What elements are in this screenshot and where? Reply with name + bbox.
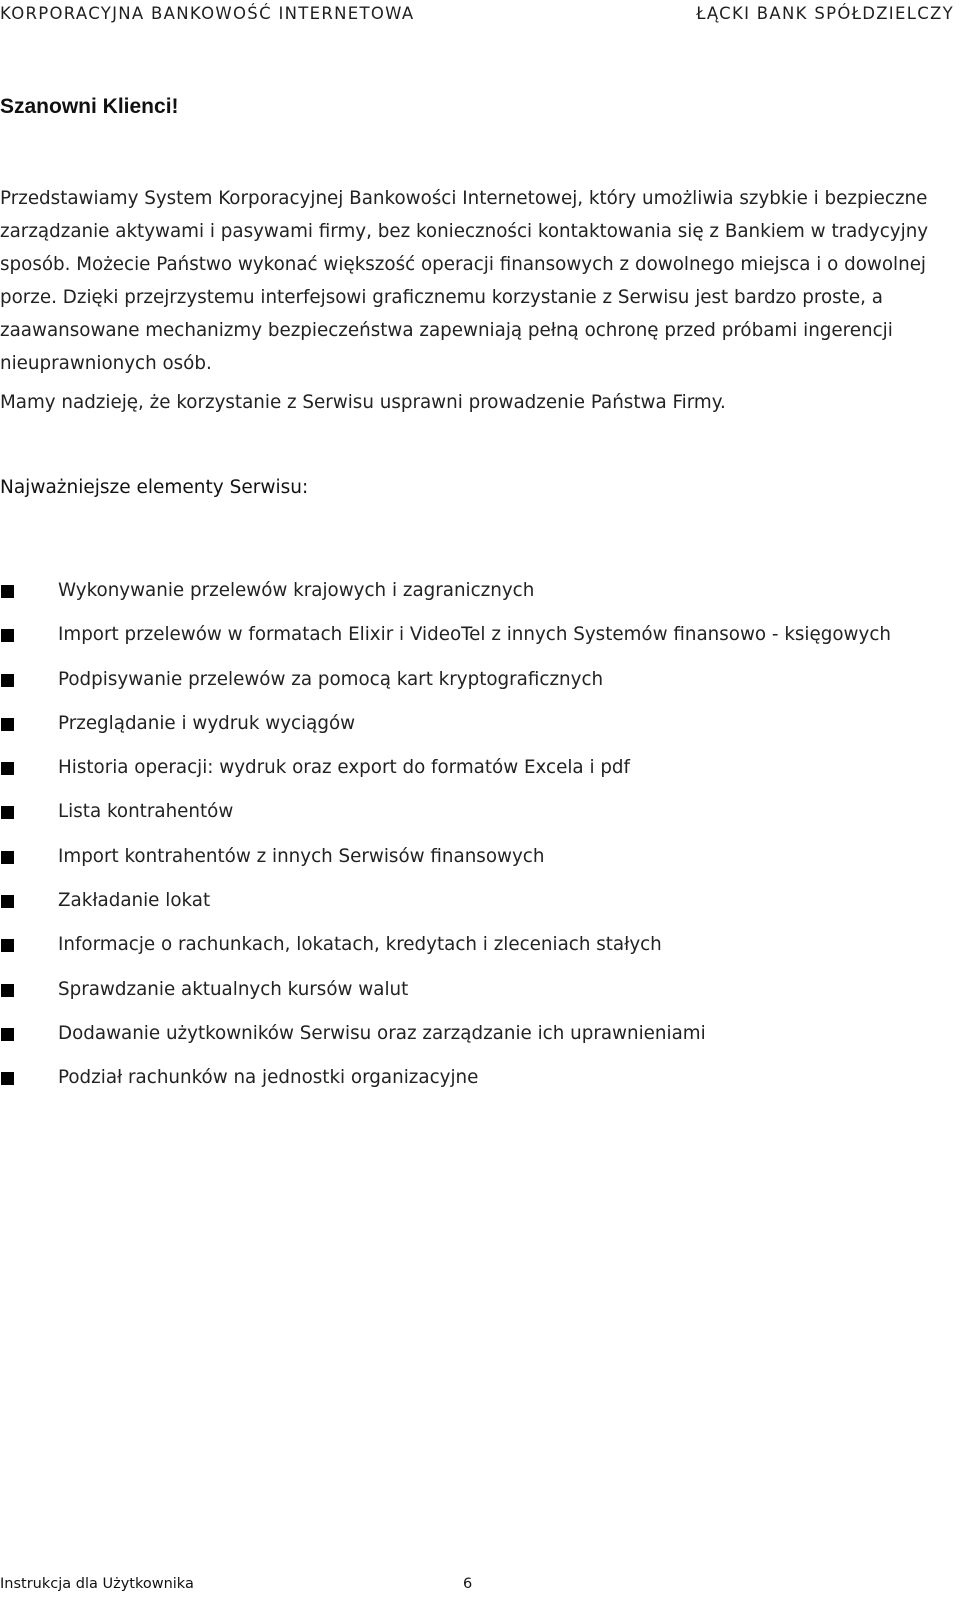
intro-paragraph: Przedstawiamy System Korporacyjnej Bankowości Internetowej, który umożliwia szybkie i bezpieczne zarządzanie aktywami i pasywami firmy, bez konieczności kontaktowania się z Bankiem w tradycyjny sposób. Możecie Państwo wykonać większość operacji finansowych z dowolnego miejsca i o dowolnej porze. Dzięki przejrzystemu interfejsowi graficznemu korzystanie z Serwisu jest bardzo proste, a zaawansowane mechanizmy bezpieczeństwa zapewniają pełną ochronę przed próbami ingerencji nieuprawnionych osób.: [0, 188, 929, 374]
page-header: [0, 4, 954, 32]
page-footer: [0, 1576, 480, 1598]
feature-label: Przeglądanie i wydruk wyciągów: [58, 712, 356, 734]
square-bullet-icon: [1, 1028, 14, 1041]
list-item: [0, 659, 950, 703]
square-bullet-icon: [1, 1072, 14, 1085]
list-item: [0, 880, 950, 924]
list-item: [0, 747, 950, 791]
footer-page-number: 6: [463, 1576, 473, 1592]
intro-closing: Mamy nadzieję, że korzystanie z Serwisu usprawni prowadzenie Państwa Firmy.: [0, 392, 726, 413]
feature-label: Dodawanie użytkowników Serwisu oraz zarządzanie ich uprawnieniami: [58, 1022, 706, 1044]
feature-label: Zakładanie lokat: [58, 890, 211, 912]
feature-label: Informacje o rachunkach, lokatach, kredytach i zleceniach stałych: [58, 934, 662, 956]
list-item: [0, 924, 950, 968]
feature-label: Sprawdzanie aktualnych kursów walut: [58, 978, 409, 1000]
square-bullet-icon: [1, 762, 14, 775]
greeting-heading: Szanowni Klienci!: [0, 95, 179, 118]
square-bullet-icon: [1, 629, 14, 642]
square-bullet-icon: [1, 851, 14, 864]
features-heading: Najważniejsze elementy Serwisu:: [0, 477, 309, 498]
list-item: [0, 791, 950, 835]
square-bullet-icon: [1, 939, 14, 952]
feature-label: Lista kontrahentów: [58, 801, 234, 823]
square-bullet-icon: [1, 585, 14, 598]
square-bullet-icon: [1, 718, 14, 731]
square-bullet-icon: [1, 895, 14, 908]
list-item: [0, 570, 950, 614]
square-bullet-icon: [1, 806, 14, 819]
feature-label: Historia operacji: wydruk oraz export do formatów Excela i pdf: [58, 757, 630, 779]
feature-label: Podział rachunków na jednostki organizacyjne: [58, 1067, 479, 1089]
square-bullet-icon: [1, 674, 14, 687]
square-bullet-icon: [1, 984, 14, 997]
header-product-title: KORPORACYJNA BANKOWOŚĆ INTERNETOWA: [0, 4, 415, 23]
intro-section: [0, 182, 956, 419]
feature-label: Import przelewów w formatach Elixir i VideoTel z innych Systemów finansowo - księgowych: [58, 624, 891, 646]
feature-label: Podpisywanie przelewów za pomocą kart kryptograficznych: [58, 668, 604, 690]
list-item: [0, 836, 950, 880]
features-list: [0, 570, 950, 1102]
feature-label: Import kontrahentów z innych Serwisów finansowych: [58, 845, 545, 867]
list-item: [0, 1057, 950, 1101]
list-item: [0, 1013, 950, 1057]
feature-label: Wykonywanie przelewów krajowych i zagranicznych: [58, 580, 535, 601]
list-item: [0, 614, 950, 658]
footer-document-title: Instrukcja dla Użytkownika: [0, 1576, 194, 1592]
list-item: [0, 969, 950, 1013]
list-item: [0, 703, 950, 747]
header-bank-name: ŁĄCKI BANK SPÓŁDZIELCZY: [696, 4, 954, 23]
